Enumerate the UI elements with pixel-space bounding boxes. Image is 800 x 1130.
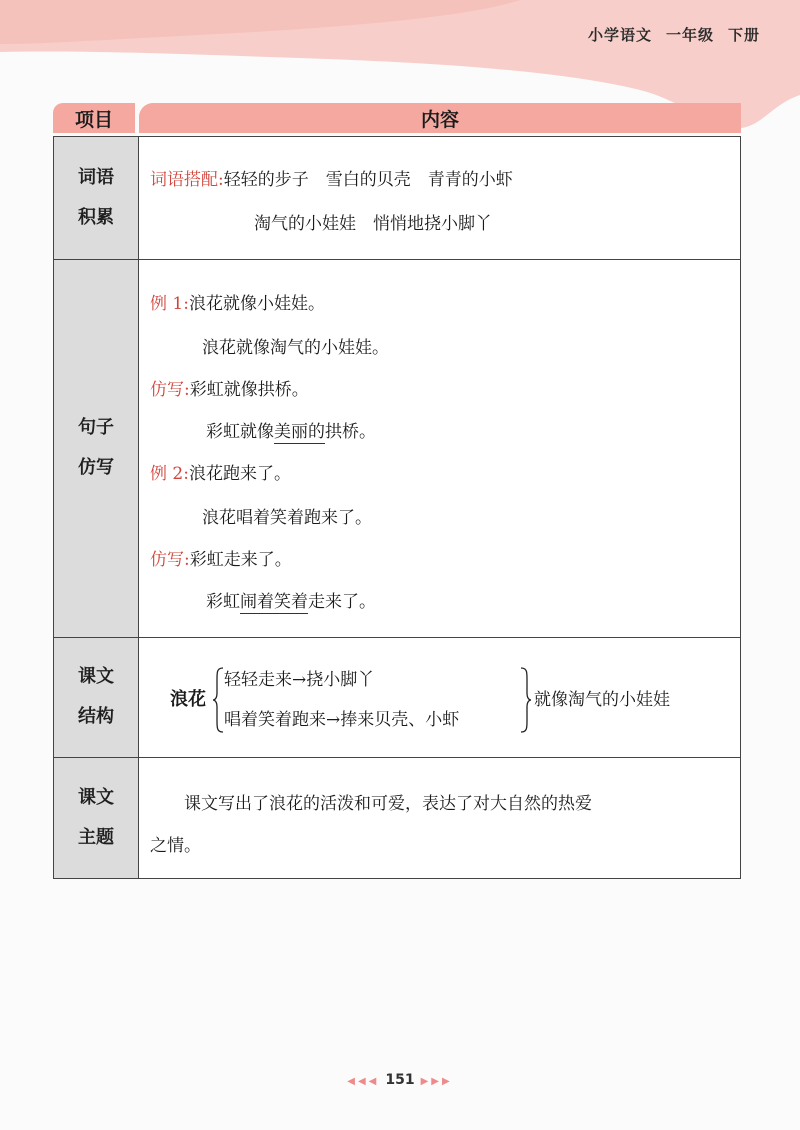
row-label-vocab (54, 137, 138, 259)
imitation-2 (150, 545, 292, 570)
structure-conclusion: 就像淘气的小娃娃 (534, 690, 670, 710)
row-label-line: 结构 (78, 706, 114, 727)
right-arrows-icon: ▶▶▶ (420, 1076, 453, 1087)
left-arrows-icon: ◀◀◀ (347, 1076, 380, 1087)
table-body (53, 136, 741, 879)
arrow-icon: → (326, 710, 341, 730)
example-1 (150, 289, 325, 314)
branch-text: 轻轻走来 (224, 670, 292, 690)
underlined-answer: 闹着笑着 (240, 592, 308, 612)
row-label-line: 仿写 (78, 457, 114, 478)
row-label-line: 积累 (78, 207, 114, 228)
right-brace (520, 667, 532, 733)
answer-text: 拱桥。 (325, 422, 376, 442)
theme-line-1: 课文写出了浪花的活泼和可爱，表达了对大自然的热爱 (184, 794, 592, 814)
row-label-line: 课文 (78, 786, 114, 808)
row-label-structure (54, 637, 138, 757)
row-label-theme (54, 757, 138, 878)
vocab-line-1 (150, 165, 513, 190)
branch-text: 挠小脚丫 (306, 670, 375, 690)
column-header-content: 内容 (139, 103, 741, 133)
row-divider (54, 637, 740, 638)
underlined-answer: 美丽的 (274, 422, 325, 442)
structure-branch-2 (224, 705, 459, 730)
answer-text: 彩虹就像 (206, 422, 274, 442)
imitation-sentence: 彩虹走来了。 (189, 550, 292, 570)
row-label-line: 课文 (78, 666, 114, 687)
vocab-line-2: 淘气的小娃娃 悄悄地挠小脚丫 (254, 214, 492, 234)
row-label-line: 句子 (78, 417, 114, 438)
vocab-text: 轻轻的步子 雪白的贝壳 青青的小虾 (223, 170, 513, 190)
structure-branch-1 (224, 665, 374, 690)
theme-line-2: 之情。 (150, 836, 201, 856)
structure-root: 浪花 (170, 689, 206, 710)
grade-label: 一年级 (665, 26, 714, 44)
example-sentence: 浪花就像小娃娃。 (188, 294, 325, 314)
imitation-sentence: 彩虹就像拱桥。 (189, 380, 309, 400)
volume-label: 下册 (727, 26, 760, 44)
book-title (574, 24, 760, 45)
answer-text: 走来了。 (308, 592, 376, 612)
example-tag: 例 1: (150, 294, 189, 314)
arrow-icon: → (292, 670, 307, 690)
row-label-line: 词语 (78, 167, 114, 188)
vocab-tag: 词语搭配: (150, 170, 224, 190)
page-number: 151 (385, 1072, 415, 1088)
imitation-tag: 仿写: (150, 380, 190, 400)
summary-table (53, 103, 741, 879)
subject-label: 小学语文 (587, 26, 652, 44)
example-sentence: 浪花跑来了。 (188, 464, 291, 484)
row-divider (54, 259, 740, 260)
example-tag: 例 2: (150, 464, 189, 484)
imitation-1 (150, 375, 309, 400)
page-footer (0, 1072, 800, 1088)
example-2-expanded: 浪花唱着笑着跑来了。 (202, 508, 372, 528)
row-label-line: 主题 (78, 826, 114, 848)
imitation-tag: 仿写: (150, 550, 190, 570)
example-1-expanded: 浪花就像淘气的小娃娃。 (202, 338, 389, 358)
column-header-item: 项目 (53, 103, 135, 133)
imitation-1-answer (206, 417, 376, 442)
branch-text: 唱着笑着跑来 (224, 710, 326, 730)
branch-text: 捧来贝壳、小虾 (340, 710, 460, 730)
row-divider (54, 757, 740, 758)
imitation-2-answer (206, 587, 376, 612)
answer-text: 彩虹 (206, 592, 240, 612)
row-label-imitation (54, 259, 138, 637)
left-brace (212, 667, 224, 733)
example-2 (150, 459, 291, 484)
